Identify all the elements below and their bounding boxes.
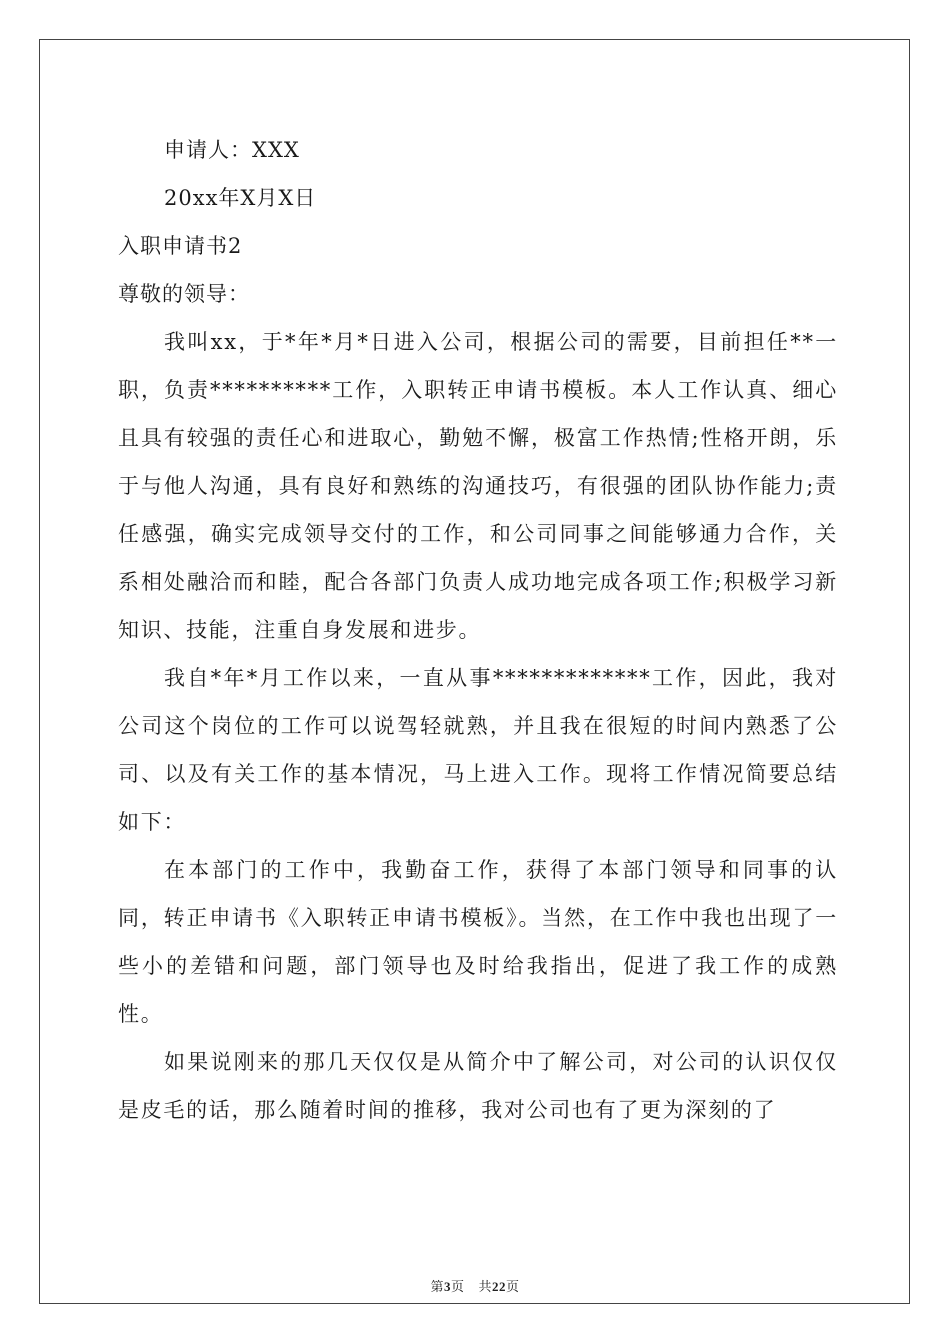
applicant-line: 申请人：XXX <box>164 138 300 162</box>
page-footer <box>0 1276 950 1295</box>
total-prefix: 共 <box>478 1279 493 1294</box>
total-suffix: 页 <box>506 1279 520 1294</box>
paragraph-4: 如果说刚来的那几天仅仅是从简介中了解公司，对公司的认识仅仅是皮毛的话，那么随着时间的推移，我对公司也有了更为深刻的了 <box>118 1050 838 1122</box>
paragraph-3: 在本部门的工作中，我勤奋工作，获得了本部门领导和同事的认同，转正申请书《入职转正申请书模板》。当然，在工作中我也出现了一些小的差错和问题，部门领导也及时给我指出，促进了我工作的成熟性。 <box>118 858 838 1026</box>
paragraph-1: 我叫xx，于*年*月*日进入公司，根据公司的需要，目前担任**一职，负责**********工作，入职转正申请书模板。本人工作认真、细心且具有较强的责任心和进取心，勤勉不懈，极富工作热情;性格开朗，乐于与他人沟通，具有良好和熟练的沟通技巧，有很强的团队协作能力;责任感强，确实完成领导交付的工作，和公司同事之间能够通力合作，关系相处融洽而和睦，配合各部门负责人成功地完成各项工作;积极学习新知识、技能，注重自身发展和进步。 <box>118 330 838 642</box>
document-title: 入职申请书2 <box>118 234 243 258</box>
date-line: 20xx年X月X日 <box>164 186 317 210</box>
paragraph-2: 我自*年*月工作以来，一直从事*************工作，因此，我对公司这个岗位的工作可以说驾轻就熟，并且我在很短的时间内熟悉了公司、以及有关工作的基本情况，马上进入工作。现将工作情况简要总结如下： <box>118 666 838 834</box>
page-number: 3 <box>443 1279 451 1294</box>
page-suffix: 页 <box>450 1279 465 1294</box>
page-prefix: 第 <box>430 1279 444 1294</box>
document-body <box>118 126 838 1134</box>
salutation: 尊敬的领导： <box>118 282 250 306</box>
total-pages: 22 <box>492 1279 507 1294</box>
